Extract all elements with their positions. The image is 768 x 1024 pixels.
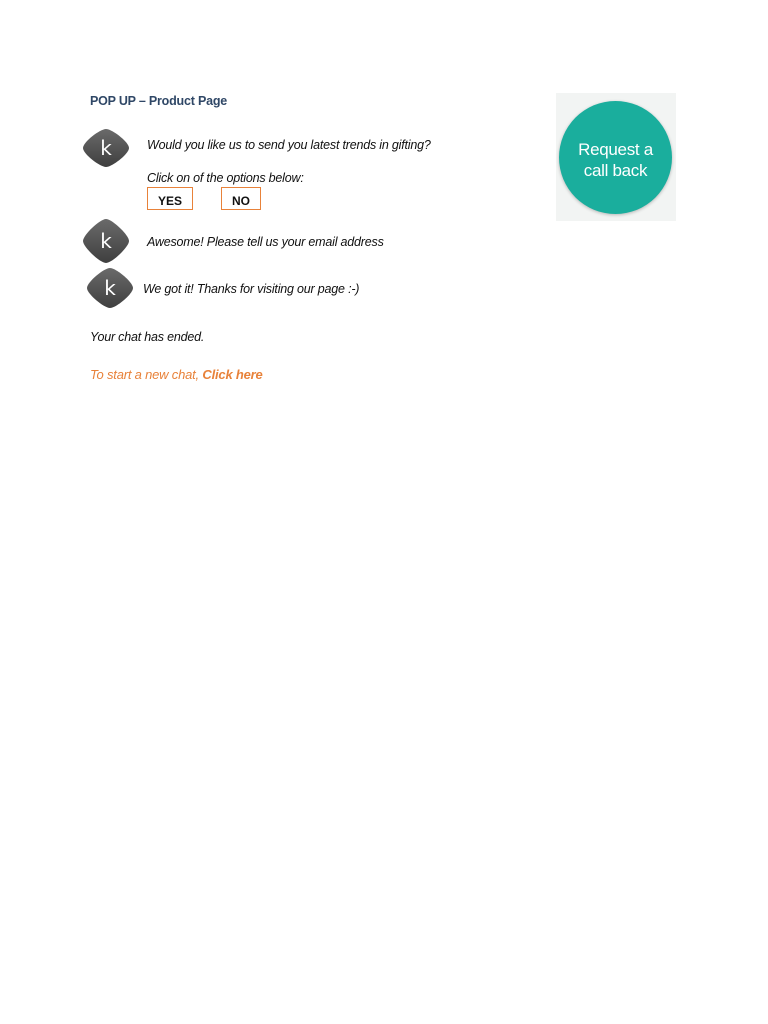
chat-ended-message: Your chat has ended. xyxy=(90,330,205,344)
options-prompt: Click on of the options below: xyxy=(147,171,304,185)
bot-avatar-icon xyxy=(82,218,130,258)
avatar-letter: k xyxy=(100,136,112,160)
yes-button[interactable]: YES xyxy=(147,187,193,210)
callback-panel xyxy=(556,93,676,221)
bot-avatar-icon xyxy=(86,267,134,307)
callback-label-line1: Request a xyxy=(578,140,653,159)
page-title: POP UP – Product Page xyxy=(90,94,228,108)
new-chat-text: To start a new chat, xyxy=(90,367,199,382)
callback-label xyxy=(559,139,672,181)
no-button[interactable]: NO xyxy=(221,187,261,210)
question-message: Would you like us to send you latest trends in gifting? xyxy=(147,138,431,152)
new-chat-link[interactable]: Click here xyxy=(202,367,263,382)
bot-avatar-icon xyxy=(82,128,130,168)
new-chat-line xyxy=(90,367,263,382)
request-callback-button[interactable] xyxy=(559,101,672,214)
callback-label-line2: call back xyxy=(583,161,648,180)
avatar-letter: k xyxy=(100,229,112,253)
avatar-letter: k xyxy=(104,276,116,300)
thanks-message: We got it! Thanks for visiting our page :-) xyxy=(143,282,360,296)
email-prompt-message: Awesome! Please tell us your email address xyxy=(147,235,384,249)
